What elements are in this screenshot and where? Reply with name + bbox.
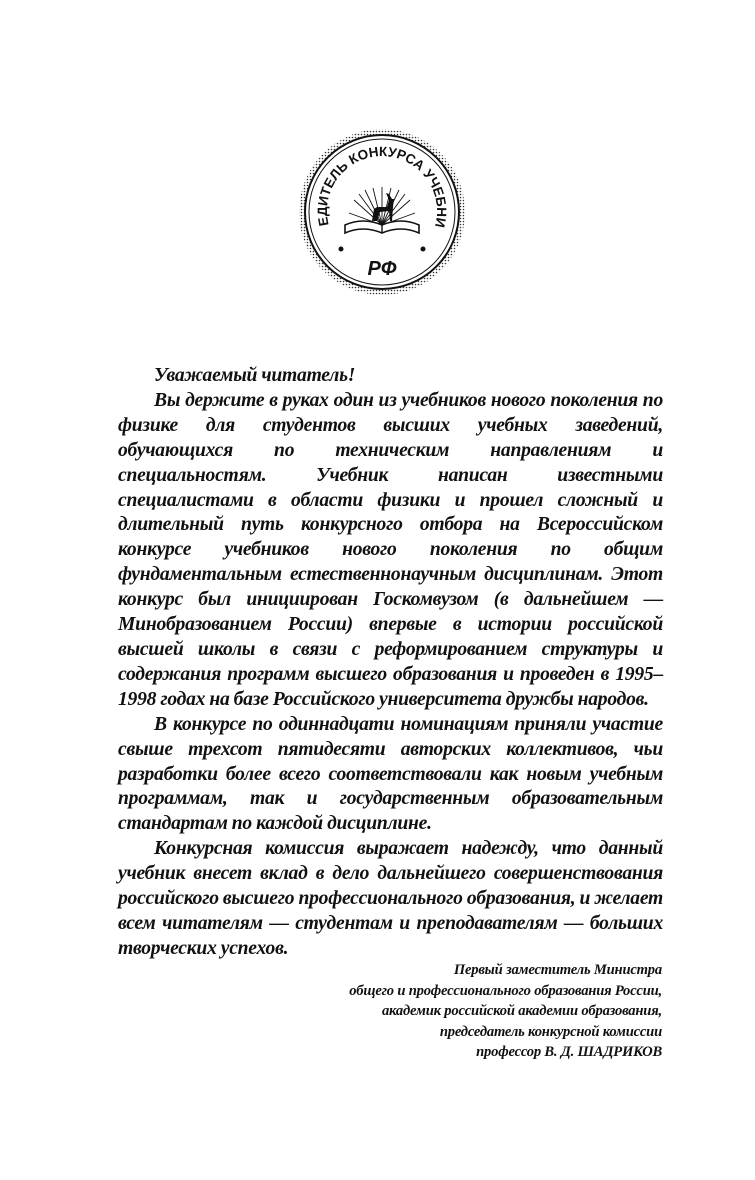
seal-top-text: ЕДИТЕЛЬ КОНКУРСА УЧЕБНИ bbox=[314, 144, 450, 229]
letter-body bbox=[118, 364, 663, 962]
signature-line: академик российской академии образования, bbox=[381, 1003, 662, 1020]
signature-line: общего и профессионального образования России, bbox=[349, 982, 662, 999]
signature-block bbox=[349, 960, 662, 1063]
paragraph: Вы держите в руках один из учебников нового поколения по физике для студентов высших учебных заведений, обучающихся по техническим направлениям и специальностям. Учебник написан известными специалистами в области физики и прошел сложный и длительный путь конкурсного отбора на Всероссийском конкурсе учебников нового поколения по общим фундаментальным естественнонаучным дисциплинам. Этот конкурс был инициирован Госкомвузом (в дальнейшем — Минобразованием России) впервые в истории российской высшей школы в связи с реформированием структуры и содержания программ высшего образования и проведен в 1995–1998 годах на базе Российского университета дружбы народов. bbox=[118, 389, 663, 710]
signature-line: профессор В. Д. ШАДРИКОВ bbox=[476, 1044, 662, 1061]
paragraph: Конкурсная комиссия выражает надежду, что данный учебник внесет вклад в дело дальнейшего совершенствования российского высшего профессионального образования, и желает всем читателям — студентам и преподавателям — больших творческих успехов. bbox=[118, 838, 663, 959]
award-seal bbox=[297, 127, 467, 297]
seal-bottom-text: РФ bbox=[367, 258, 397, 280]
greeting: Уважаемый читатель! bbox=[154, 365, 356, 386]
signature-line: Первый заместитель Министра bbox=[453, 962, 662, 978]
signature-line: председатель конкурсной комиссии bbox=[439, 1023, 662, 1040]
paragraph: В конкурсе по одиннадцати номинациям приняли участие свыше трехсот пятидесяти авторских коллективов, чьи разработки более всего соответствовали как новым учебным программам, так и государственным образовательным стандартам по каждой дисциплине. bbox=[118, 713, 663, 835]
